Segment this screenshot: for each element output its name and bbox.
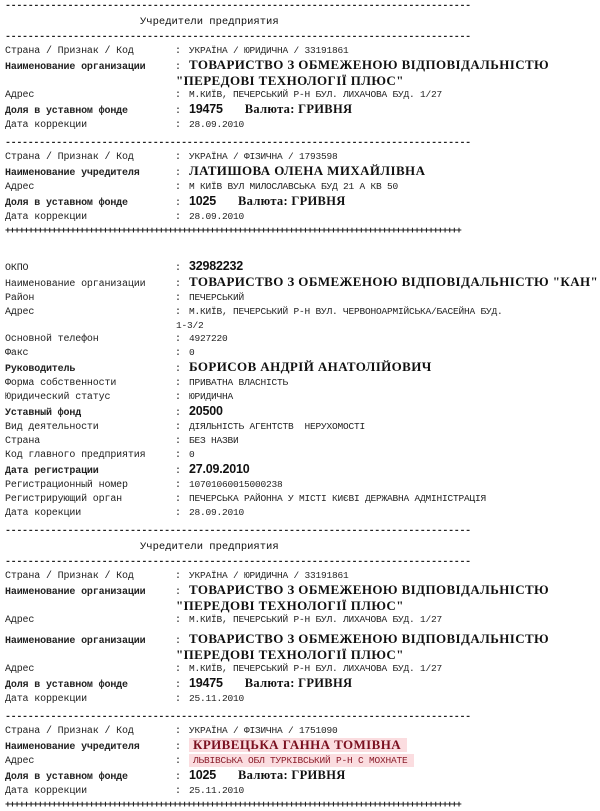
field-row: Факс : 0 [5,347,195,359]
field-row: Основной телефон : 4927220 [5,333,228,345]
field-label: Наименование организации [5,279,146,290]
field-label: Форма собственности [5,378,117,389]
dash-separator: ---------------------------------------------------------------------------------- [5,138,471,149]
registry-document [5,0,599,811]
hash-separator: ++++++++++++++++++++++++++++++++++++++++++++++++++++++++++++++++++++++++++++++++++++++++++++++++++ [5,225,461,236]
field-label: Доля в уставном фонде [5,198,128,209]
field-row: Регистрирующий орган : ПЕЧЕРСЬКА РАЙОННА У МІСТІ КИЄВІ ДЕРЖАВНА АДМІНІСТРАЦІЯ [5,493,487,505]
field-label: Доля в уставном фонде [5,106,128,117]
founder-entry-person [5,724,565,798]
field-row: Район : ПЕЧЕРСЬКИЙ [5,292,245,304]
field-row: Форма собственности : ПРИВАТНА ВЛАСНІСТЬ [5,377,289,389]
field-label: Адрес [5,90,35,101]
field-row: Наименование организации : ТОВАРИСТВО З ОБМЕЖЕНОЮ ВІДПОВІДАЛЬНІСТЮ [5,631,550,647]
field-row: Уставный фонд : 20500 [5,404,223,419]
registration-number: 10701060015000238 [189,479,283,490]
field-label: Страна / Признак / Код [5,152,134,163]
field-row: Адрес : ЛЬВІВСЬКА ОБЛ ТУРКІВСЬКИЙ Р-Н С МОХНАТЕ [5,754,565,768]
org-name: ТОВАРИСТВО З ОБМЕЖЕНОЮ ВІДПОВІДАЛЬНІСТЮ [189,57,550,72]
field-row: Наименование организации : ТОВАРИСТВО З ОБМЕЖЕНОЮ ВІДПОВІДАЛЬНІСТЮ "КАН" [5,274,599,290]
field-label: Адрес [5,615,35,626]
founder-entry-person [5,150,565,224]
field-row-continuation [5,648,565,662]
field-label: Адрес [5,182,35,193]
dash-separator: ---------------------------------------------------------------------------------- [5,712,471,723]
field-label: Руководитель [5,364,76,375]
registration-authority: ПЕЧЕРСЬКА РАЙОННА У МІСТІ КИЄВІ ДЕРЖАВНА АДМІНІСТРАЦІЯ [189,493,487,504]
field-label: Регистрирующий орган [5,494,123,505]
legal-status-value: ЮРИДИЧНА [189,391,234,402]
field-row: Наименование учредителя : ЛАТИШОВА ОЛЕНА МИХАЙЛІВНА [5,163,426,179]
founders-heading: Учредители предприятия [140,541,279,553]
field-row: Страна / Признак / Код : УКРАЇНА / ЮРИДИЧНА / 33191861 [5,45,349,57]
field-row: Страна / Признак / Код : УКРАЇНА / ФІЗИЧНА / 1793598 [5,151,338,163]
field-label: Факс [5,348,29,359]
field-row: Дата коррекции : 25.11.2010 [5,693,245,705]
field-row: Наименование учредителя : КРИВЕЦЬКА ГАННА ТОМІВНА [5,738,565,754]
dash-separator: ---------------------------------------------------------------------------------- [5,526,471,537]
field-row: Дата корекции : 28.09.2010 [5,507,245,519]
field-label: Дата коррекции [5,212,87,223]
field-label: Адрес [5,756,35,767]
field-row: Адрес : М КИЇВ ВУЛ МИЛОСЛАВСЬКА БУД 21 А КВ 50 [5,181,399,193]
address-value: М.КИЇВ, ПЕЧЕРСЬКИЙ Р-Н ВУЛ. ЧЕРВОНОАРМІЙСЬКА/БАСЕЙНА БУД. [189,306,503,317]
currency-label: Валюта: ГРИВНЯ [244,102,353,116]
field-label: Дата коррекции [5,120,87,131]
field-row: Регистрационный номер : 10701060015000238 [5,479,283,491]
ownership-value: ПРИВАТНА ВЛАСНІСТЬ [189,377,289,388]
founders-heading: Учредители предприятия [140,16,279,28]
field-label: Код главного предприятия [5,450,146,461]
field-label: Дата коррекции [5,694,87,705]
org-name-cont: "ПЕРЕДОВІ ТЕХНОЛОГІЇ ПЛЮС" [176,598,404,613]
country-sign-code: УКРАЇНА / ФІЗИЧНА / 1793598 [189,151,338,162]
field-label: Наименование организации [5,62,146,73]
correction-date: 28.09.2010 [189,507,245,518]
address-value-highlighted: ЛЬВІВСЬКА ОБЛ ТУРКІВСЬКИЙ Р-Н С МОХНАТЕ [189,754,414,767]
hash-separator: ++++++++++++++++++++++++++++++++++++++++++++++++++++++++++++++++++++++++++++++++++++++++++++++++++ [5,799,461,810]
company-record [5,259,599,520]
founder-entry-org [5,569,565,706]
field-row: Вид деятельности : ДІЯЛЬНІСТЬ АГЕНТСТВ НЕРУХОМОСТІ [5,421,366,433]
correction-date: 28.09.2010 [189,119,245,130]
field-row: Доля в уставном фонде : 19475 Валюта: ГРИВНЯ [5,676,353,691]
share-value: 1025 [189,768,217,782]
field-row: Страна / Признак / Код : УКРАЇНА / ЮРИДИЧНА / 33191861 [5,570,349,582]
currency-label: Валюта: ГРИВНЯ [244,676,353,690]
field-row-continuation [5,319,565,332]
field-row: Дата коррекции : 28.09.2010 [5,119,245,131]
dash-separator: ---------------------------------------------------------------------------------- [5,557,471,568]
capital-value: 20500 [189,404,223,418]
field-row: Адрес : М.КИЇВ, ПЕЧЕРСЬКИЙ Р-Н БУЛ. ЛИХАЧОВА БУД. 1/27 [5,89,443,101]
field-label: Наименование организации [5,587,146,598]
field-row: Страна / Признак / Код : УКРАЇНА / ФІЗИЧНА / 1751090 [5,725,338,737]
field-label: Страна / Признак / Код [5,726,134,737]
field-label: Доля в уставном фонде [5,680,128,691]
field-label: Вид деятельности [5,422,99,433]
currency-label: Валюта: ГРИВНЯ [238,768,346,782]
field-row-continuation [5,599,565,613]
activity-value: ДІЯЛЬНІСТЬ АГЕНТСТВ НЕРУХОМОСТІ [189,421,366,432]
field-label: Наименование организации [5,636,146,647]
address-value-cont: 1-3/2 [176,320,204,331]
parent-code-value: 0 [189,449,195,460]
field-label: Юридический статус [5,392,111,403]
field-row: ОКПО : 32982232 [5,259,244,274]
field-row: Адрес : М.КИЇВ, ПЕЧЕРСЬКИЙ Р-Н БУЛ. ЛИХАЧОВА БУД. 1/27 [5,663,443,675]
dash-separator: ---------------------------------------------------------------------------------- [5,1,471,12]
country-sign-code: УКРАЇНА / ФІЗИЧНА / 1751090 [189,725,338,736]
share-value: 1025 [189,194,217,208]
field-label: Дата коррекции [5,786,87,797]
org-name-cont: "ПЕРЕДОВІ ТЕХНОЛОГІЇ ПЛЮС" [176,647,404,662]
field-row: Доля в уставном фонде : 1025 Валюта: ГРИВНЯ [5,768,346,783]
field-label: Регистрационный номер [5,480,128,491]
field-label: Уставный фонд [5,408,82,419]
field-label: Наименование учредителя [5,168,140,179]
address-value: М.КИЇВ, ПЕЧЕРСЬКИЙ Р-Н БУЛ. ЛИХАЧОВА БУД. 1/27 [189,614,443,625]
field-row: Код главного предприятия : 0 [5,449,195,461]
field-row: Юридический статус : ЮРИДИЧНА [5,391,234,403]
field-label: Страна / Признак / Код [5,46,134,57]
field-label: Адрес [5,664,35,675]
field-row: Дата коррекции : 28.09.2010 [5,211,245,223]
country-value: БЕЗ НАЗВИ [189,435,239,446]
registration-date: 27.09.2010 [189,462,250,476]
field-row: Дата коррекции : 25.11.2010 [5,785,245,797]
share-value: 19475 [189,676,223,690]
field-label: Адрес [5,307,35,318]
field-label: Основной телефон [5,334,99,345]
founder-name-highlighted: КРИВЕЦЬКА ГАННА ТОМІВНА [189,738,407,752]
field-row: Доля в уставном фонде : 19475 Валюта: ГРИВНЯ [5,102,353,117]
field-row: Дата регистрации : 27.09.2010 [5,462,250,477]
field-label: Наименование учредителя [5,742,140,753]
address-value: М КИЇВ ВУЛ МИЛОСЛАВСЬКА БУД 21 А КВ 50 [189,181,399,192]
country-sign-code: УКРАЇНА / ЮРИДИЧНА / 33191861 [189,45,349,56]
currency-label: Валюта: ГРИВНЯ [238,194,346,208]
field-row: Адрес : М.КИЇВ, ПЕЧЕРСЬКИЙ Р-Н БУЛ. ЛИХАЧОВА БУД. 1/27 [5,614,443,626]
field-label: Страна / Признак / Код [5,571,134,582]
country-sign-code: УКРАЇНА / ЮРИДИЧНА / 33191861 [189,570,349,581]
share-value: 19475 [189,102,223,116]
field-row: Страна : БЕЗ НАЗВИ [5,435,239,447]
org-name: ТОВАРИСТВО З ОБМЕЖЕНОЮ ВІДПОВІДАЛЬНІСТЮ [189,631,550,646]
field-row: Доля в уставном фонде : 1025 Валюта: ГРИВНЯ [5,194,346,209]
field-row-continuation [5,74,565,88]
founder-name: ЛАТИШОВА ОЛЕНА МИХАЙЛІВНА [189,163,426,178]
field-label: Дата корекции [5,508,82,519]
field-row: Руководитель : БОРИСОВ АНДРІЙ АНАТОЛІЙОВИЧ [5,359,432,375]
address-value: М.КИЇВ, ПЕЧЕРСЬКИЙ Р-Н БУЛ. ЛИХАЧОВА БУД. 1/27 [189,663,443,674]
correction-date: 28.09.2010 [189,211,245,222]
address-value: М.КИЇВ, ПЕЧЕРСЬКИЙ Р-Н БУЛ. ЛИХАЧОВА БУД. 1/27 [189,89,443,100]
company-name: ТОВАРИСТВО З ОБМЕЖЕНОЮ ВІДПОВІДАЛЬНІСТЮ "КАН" [189,274,599,289]
org-name-cont: "ПЕРЕДОВІ ТЕХНОЛОГІЇ ПЛЮС" [176,73,404,88]
okpo-value: 32982232 [189,259,244,273]
field-label: Страна [5,436,41,447]
field-label: ОКПО [5,263,29,274]
dash-separator: ---------------------------------------------------------------------------------- [5,32,471,43]
fax-value: 0 [189,347,195,358]
field-label: Район [5,293,35,304]
correction-date: 25.11.2010 [189,693,245,704]
field-label: Дата регистрации [5,466,99,477]
field-label: Доля в уставном фонде [5,772,128,783]
field-row: Наименование организации : ТОВАРИСТВО З ОБМЕЖЕНОЮ ВІДПОВІДАЛЬНІСТЮ [5,57,550,73]
phone-value: 4927220 [189,333,228,344]
field-row: Наименование организации : ТОВАРИСТВО З ОБМЕЖЕНОЮ ВІДПОВІДАЛЬНІСТЮ [5,582,550,598]
district-value: ПЕЧЕРСЬКИЙ [189,292,245,303]
correction-date: 25.11.2010 [189,785,245,796]
director-name: БОРИСОВ АНДРІЙ АНАТОЛІЙОВИЧ [189,359,432,374]
org-name: ТОВАРИСТВО З ОБМЕЖЕНОЮ ВІДПОВІДАЛЬНІСТЮ [189,582,550,597]
field-row: Адрес : М.КИЇВ, ПЕЧЕРСЬКИЙ Р-Н ВУЛ. ЧЕРВОНОАРМІЙСЬКА/БАСЕЙНА БУД. [5,306,503,318]
founder-entry-org [5,44,565,132]
